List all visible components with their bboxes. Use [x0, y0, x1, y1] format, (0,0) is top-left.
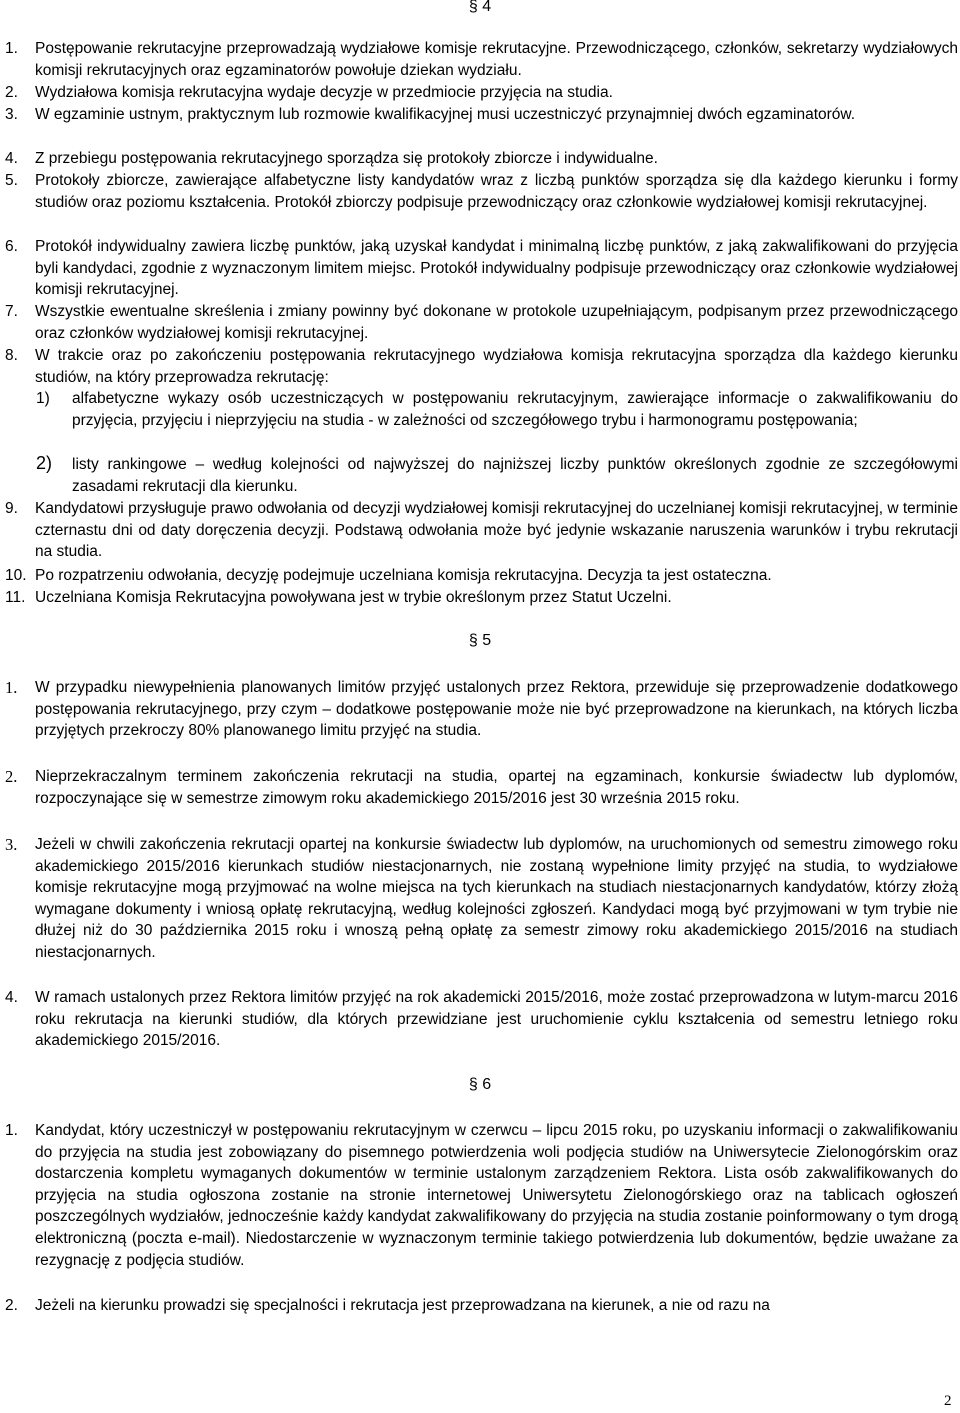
s4-item-4-number: 4.	[5, 150, 18, 167]
s4-item-3-number: 3.	[5, 106, 18, 123]
s6-item-1-number: 1.	[5, 1122, 18, 1139]
s6-item-2-text: Jeżeli na kierunku prowadzi się specjalności i rekrutacja jest przeprowadzana na kierunek, a nie od razu na	[35, 1297, 770, 1314]
s5-item-2-number: 2.	[5, 767, 18, 786]
s6-item-2-number: 2.	[5, 1297, 18, 1314]
section-6-title: § 6	[468, 1076, 492, 1093]
s4-item-9-text: Kandydatowi przysługuje prawo odwołania od decyzji wydziałowej komisji rekrutacyjnej do uczelnianej komisji rekrutacyjnej, w terminie czternastu dni od daty doręczenia decyzji. Podstawą odwołania może być jedynie wskazanie naruszenia warunków i trybu rekrutacji na studia.	[35, 500, 958, 561]
s5-item-1-text: W przypadku niewypełnienia planowanych limitów przyjęć ustalonych przez Rektora, przewiduje się przeprowadzenie dodatkowego postępowania rekrutacyjnego, przy czym – dodatkowe postępowanie może nie być przeprowadzone na kierunkach, na których liczba przyjętych przekroczy 80% planowanego limitu przyjęć na studia.	[35, 679, 958, 740]
s5-item-3-text: Jeżeli w chwili zakończenia rekrutacji opartej na konkursie świadectw lub dyplomów, na uruchomionych od semestru zimowego roku akademickiego 2015/2016 kierunkach studiów niestacjonarnych, nie zostaną wypełnione limity przyjęć na studia, to wydziałowe komisje rekrutacyjne mogą przyjmować na wolne miejsca na tych kierunkach na studiach niestacjonarnych kandydatów, którzy złożą wymagane dokumenty i wniosą opłatę rekrutacyjną, według kolejności zgłoszeń. Kandydaci mogą być przyjmowani w tym trybie nie dłużej niż do 30 października 2015 roku i wnoszą pełną opłatę za semestr zimowy roku akademickiego 2015/2016 na studiach niestacjonarnych.	[35, 836, 958, 961]
s4-item-6-text: Protokół indywidualny zawiera liczbę punktów, jaką uzyskał kandydat i minimalną liczbę punktów, z jaką zakwalifikowani do przyjęcia byli kandydaci, zgodnie z wyznaczonym limitem miejsc. Protokół indywidualny podpisuje przewodniczący oraz członkowie wydziałowej komisji rekrutacyjnej.	[35, 238, 958, 299]
s4-item-5-text: Protokoły zbiorcze, zawierające alfabetyczne listy kandydatów wraz z liczbą punktów sporządza się dla każdego kierunku i formy studiów oraz poziomu kształcenia. Protokół zbiorczy podpisuje przewodniczący oraz członkowie wydziałowej komisji rekrutacyjnej.	[35, 172, 958, 211]
s6-item-1-text: Kandydat, który uczestniczył w postępowaniu rekrutacyjnym w czerwcu – lipcu 2015 roku, po uzyskaniu informacji o zakwalifikowaniu do przyjęcia na studia jest zobowiązany do pisemnego potwierdzenia woli podjęcia studiów na Uniwersytecie Zielonogórskim oraz dostarczenia kompletu wymaganych dokumentów w terminie ustalonym zarządzeniem Rektora. Lista osób zakwalifikowanych do przyjęcia na studia ogłoszona zostanie na stronie internetowej Uniwersytetu Zielonogórskiego oraz na tablicach ogłoszeń poszczególnych wydziałów, jednocześnie każdy kandydat zakwalifikowany do przyjęcia na studia zostanie poinformowany o tym drogą elektroniczną (poczta e-mail). Niedostarczenie w wyznaczonym terminie takiego potwierdzenia lub dokumentów, będzie uważane za rezygnację z podjęcia studiów.	[35, 1122, 958, 1269]
s4-item-8-text: W trakcie oraz po zakończeniu postępowania rekrutacyjnego wydziałowa komisja rekrutacyjna sporządza dla każdego kierunku studiów, na który przeprowadza rekrutację:	[35, 347, 958, 386]
s4-item-5-number: 5.	[5, 172, 18, 189]
s4-item-7-number: 7.	[5, 303, 18, 320]
s4-item-1-number: 1.	[5, 40, 18, 57]
s4-item-3-text: W egzaminie ustnym, praktycznym lub rozmowie kwalifikacyjnej musi uczestniczyć przynajmniej dwóch egzaminatorów.	[35, 106, 856, 123]
s4-item-8-number: 8.	[5, 347, 18, 364]
s4-item-10-text: Po rozpatrzeniu odwołania, decyzję podejmuje uczelniana komisja rekrutacyjna. Decyzja ta jest ostateczna.	[35, 567, 772, 584]
s4-item-9-number: 9.	[5, 500, 18, 517]
section-4-title: § 4	[468, 0, 492, 15]
s4-item-11-text: Uczelniana Komisja Rekrutacyjna powoływana jest w trybie określonym przez Statut Uczelni.	[35, 589, 672, 606]
s4-item-8-sub-1-text: alfabetyczne wykazy osób uczestniczących w postępowaniu rekrutacyjnym, zawierające informacje o zakwalifikowaniu do przyjęcia, przyjęciu i nieprzyjęciu na studia - w zależności od szczegółowego trybu i harmonogramu postępowania;	[72, 390, 958, 429]
s5-item-4-text: W ramach ustalonych przez Rektora limitów przyjęć na rok akademicki 2015/2016, może zostać przeprowadzona w lutym-marcu 2016 roku rekrutacja na kierunki studiów, dla których przewidziane jest uruchomienie cyklu kształcenia od semestru letniego roku akademickiego 2015/2016.	[35, 989, 958, 1050]
s4-item-2-number: 2.	[5, 84, 18, 101]
s4-item-10-number: 10.	[5, 567, 27, 584]
s4-item-6-number: 6.	[5, 238, 18, 255]
s4-item-11-number: 11.	[5, 589, 26, 606]
s5-item-1-number: 1.	[5, 678, 18, 697]
s5-item-4-number: 4.	[5, 989, 18, 1006]
s5-item-3-number: 3.	[5, 835, 18, 854]
s4-item-1-text: Postępowanie rekrutacyjne przeprowadzają wydziałowe komisje rekrutacyjne. Przewodniczącego, członków, sekretarzy wydziałowych komisji rekrutacyjnych oraz egzaminatorów powołuje dziekan wydziału.	[35, 40, 958, 79]
s4-item-8-sub-2-text: listy rankingowe – według kolejności od najwyższej do najniższej liczby punktów określonych zgodnie ze szczegółowymi zasadami rekrutacji dla kierunku.	[72, 456, 958, 495]
s4-item-4-text: Z przebiegu postępowania rekrutacyjnego sporządza się protokoły zbiorcze i indywidualne.	[35, 150, 658, 167]
page-number: 2	[944, 1393, 952, 1409]
s4-item-7-text: Wszystkie ewentualne skreślenia i zmiany powinny być dokonane w protokole uzupełniającym, podpisanym przez przewodniczącego oraz członków wydziałowej komisji rekrutacyjnej.	[35, 303, 958, 342]
s4-item-8-sub-2-number: 2)	[36, 453, 53, 473]
section-5-title: § 5	[468, 632, 492, 649]
s4-item-2-text: Wydziałowa komisja rekrutacyjna wydaje decyzje w przedmiocie przyjęcia na studia.	[35, 84, 613, 101]
s5-item-2-text: Nieprzekraczalnym terminem zakończenia rekrutacji na studia, opartej na egzaminach, konkursie świadectw lub dyplomów, rozpoczynające się w semestrze zimowym roku akademickiego 2015/2016 jest 30 września 2015 roku.	[35, 768, 958, 807]
s4-item-8-sub-1-number: 1)	[36, 390, 50, 407]
